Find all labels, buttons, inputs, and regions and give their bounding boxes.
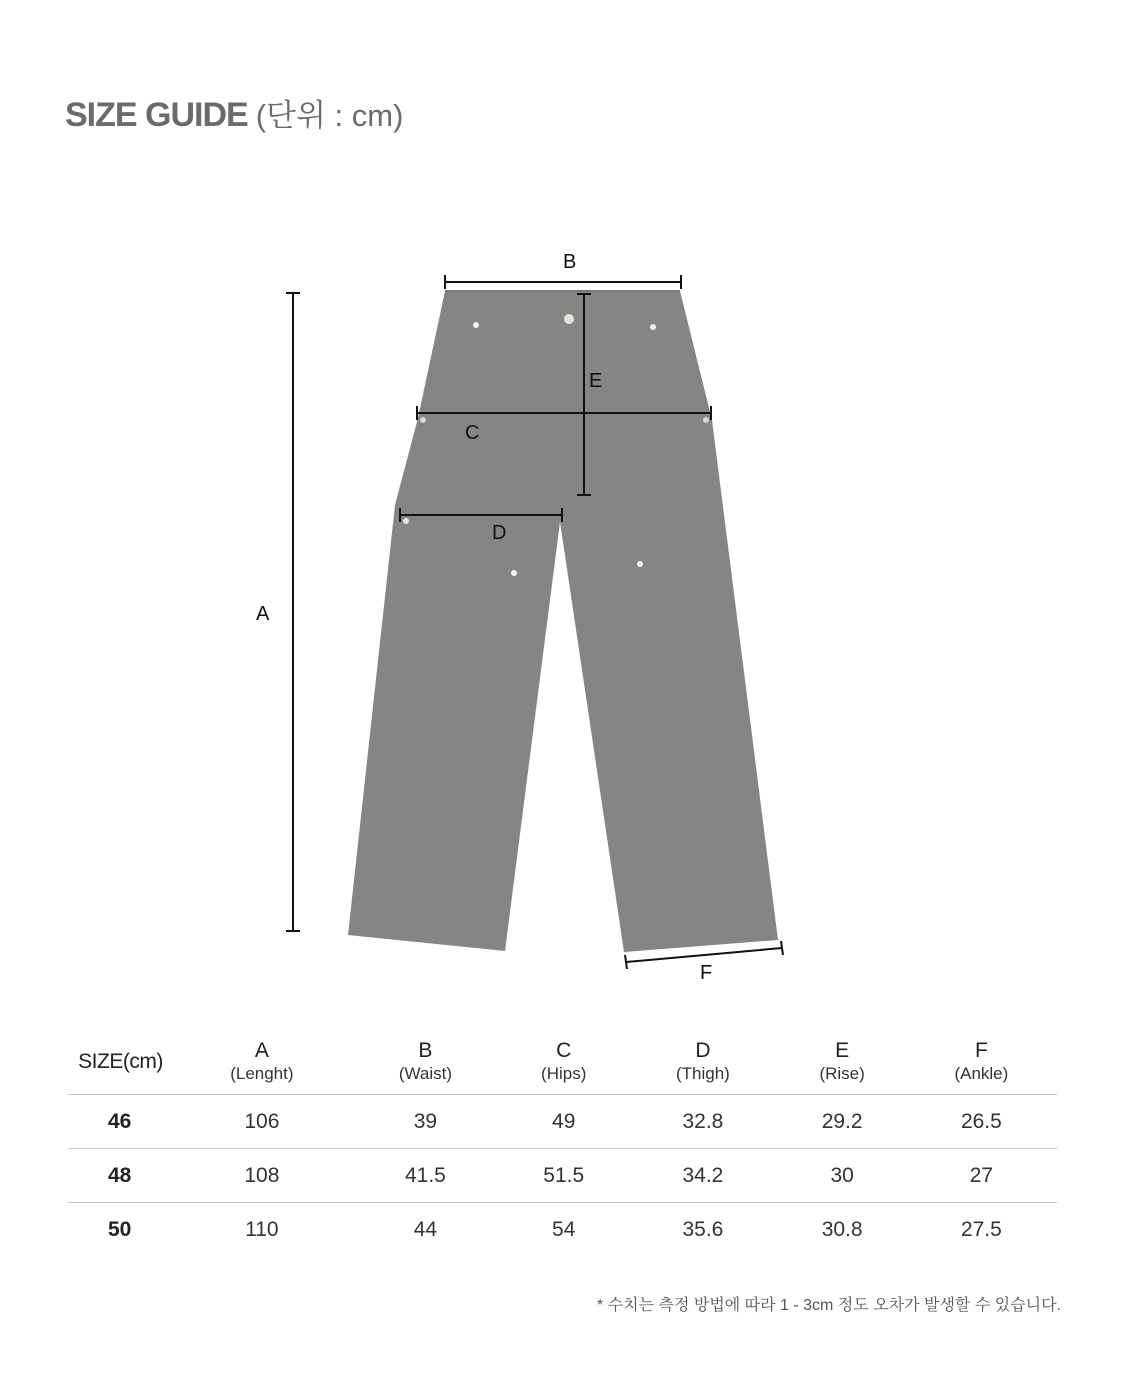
table-cell: 30 — [779, 1149, 906, 1203]
size-cell: 46 — [68, 1095, 173, 1149]
measure-line-b — [445, 275, 681, 289]
measure-line-a — [286, 293, 300, 931]
rivet-icon — [637, 561, 643, 567]
label-f: F — [700, 962, 713, 984]
rivet-icon — [473, 322, 479, 328]
table-cell: 110 — [173, 1203, 351, 1257]
pants-measurement-diagram — [0, 230, 1125, 1000]
rivet-icon — [703, 417, 709, 423]
rivet-icon — [650, 324, 656, 330]
title-unit: (단위 : cm) — [255, 98, 404, 133]
size-cell: 48 — [68, 1149, 173, 1203]
table-cell: 39 — [351, 1095, 500, 1149]
size-table — [68, 1030, 1057, 1256]
table-cell: 27.5 — [906, 1203, 1057, 1257]
title-main: SIZE GUIDE — [65, 96, 248, 134]
column-header-c: C (Hips) — [541, 1039, 587, 1083]
column-header-f: F (Ankle) — [954, 1039, 1009, 1083]
table-cell: 32.8 — [627, 1095, 778, 1149]
page-title — [65, 90, 403, 135]
table-cell: 54 — [500, 1203, 627, 1257]
table-cell: 29.2 — [779, 1095, 906, 1149]
size-column-header: SIZE(cm) — [78, 1050, 163, 1073]
column-header-a: A (Lenght) — [230, 1039, 294, 1083]
column-header-b: B (Waist) — [398, 1039, 453, 1083]
table-cell: 41.5 — [351, 1149, 500, 1203]
rivet-icon — [511, 570, 517, 576]
label-a: A — [256, 603, 270, 625]
table-cell: 35.6 — [627, 1203, 778, 1257]
table-row — [68, 1149, 1057, 1203]
label-d: D — [492, 522, 507, 544]
table-cell: 34.2 — [627, 1149, 778, 1203]
size-cell: 50 — [68, 1203, 173, 1257]
rivet-icon — [403, 518, 409, 524]
table-cell: 30.8 — [779, 1203, 906, 1257]
measurement-note: * 수치는 측정 방법에 따라 1 - 3cm 정도 오차가 발생할 수 있습니다. — [597, 1297, 1061, 1314]
table-cell: 106 — [173, 1095, 351, 1149]
label-e: E — [589, 370, 603, 392]
table-header-row — [68, 1030, 1057, 1095]
table-row — [68, 1203, 1057, 1257]
table-cell: 44 — [351, 1203, 500, 1257]
column-header-d: D (Thigh) — [676, 1039, 730, 1083]
table-cell: 27 — [906, 1149, 1057, 1203]
table-cell: 51.5 — [500, 1149, 627, 1203]
label-c: C — [465, 422, 480, 444]
rivet-icon — [420, 417, 426, 423]
table-cell: 108 — [173, 1149, 351, 1203]
label-b: B — [563, 251, 577, 273]
pants-silhouette — [348, 291, 778, 952]
button-icon — [564, 314, 574, 324]
table-row — [68, 1095, 1057, 1149]
table-cell: 26.5 — [906, 1095, 1057, 1149]
table-cell: 49 — [500, 1095, 627, 1149]
column-header-e: E (Rise) — [819, 1039, 865, 1083]
